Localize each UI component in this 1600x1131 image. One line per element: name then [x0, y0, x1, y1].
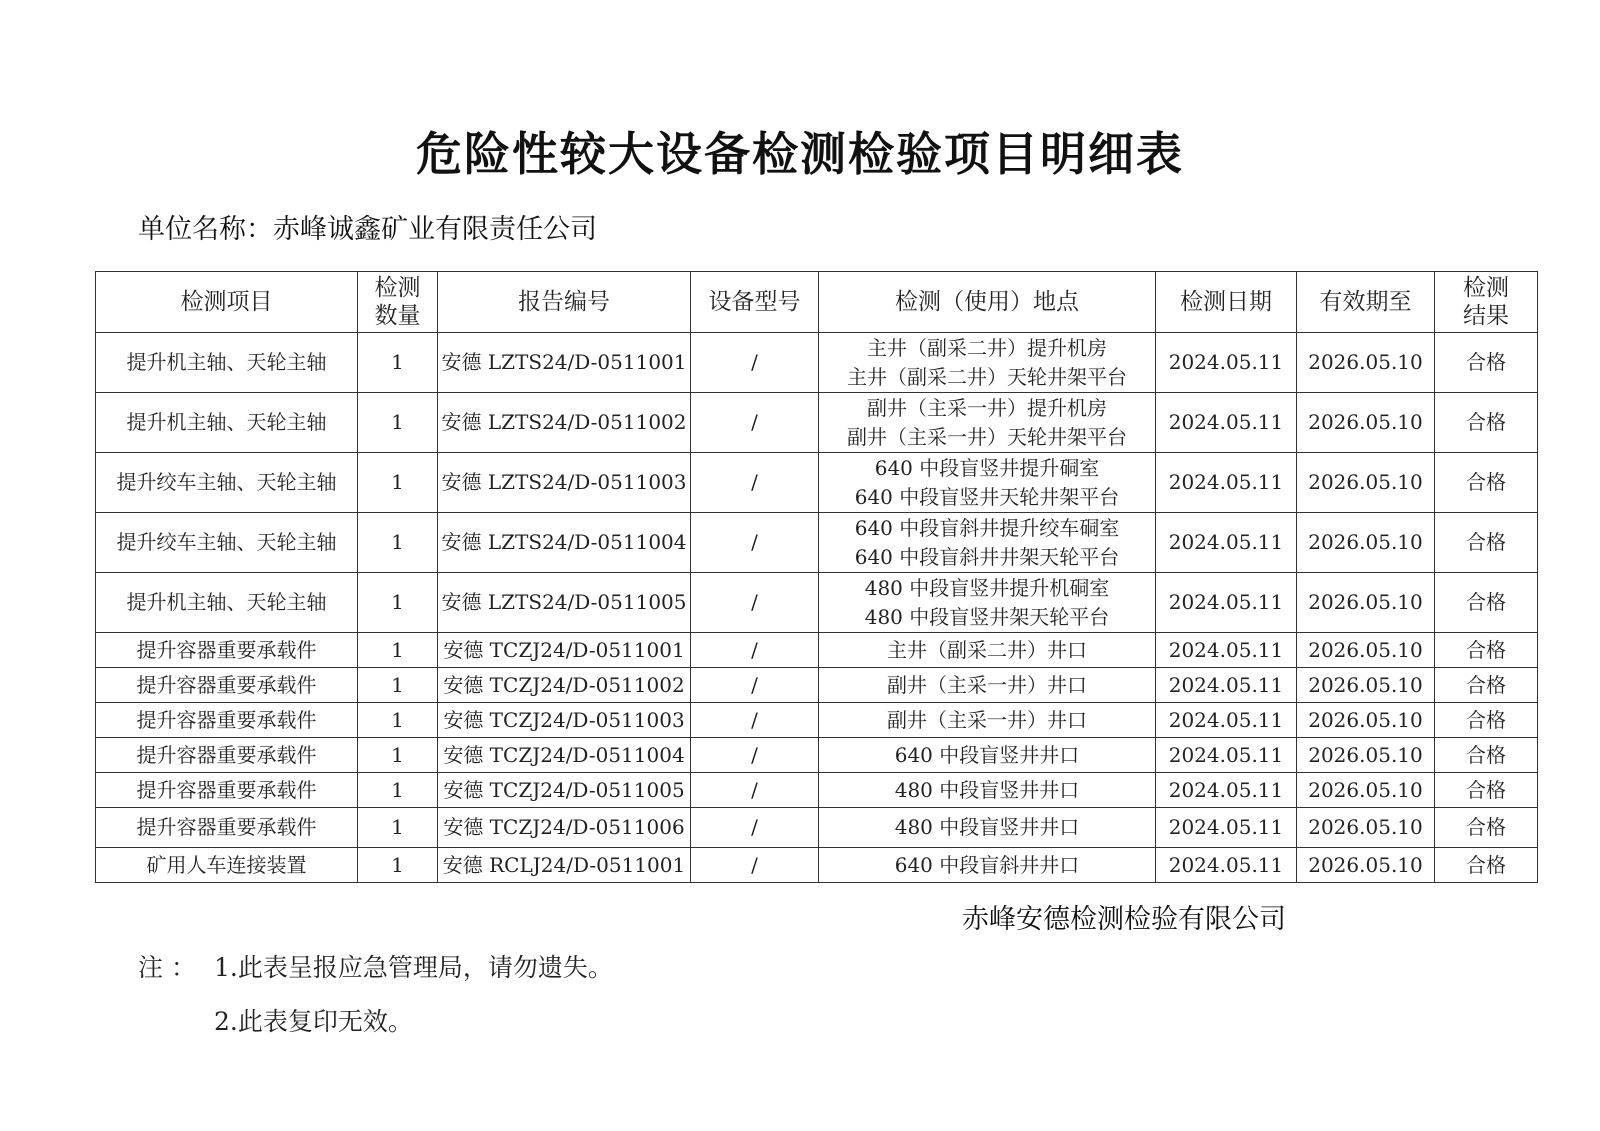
table-row: [96, 703, 1538, 738]
page-title: 危险性较大设备检测检验项目明细表: [416, 127, 1184, 181]
cell-result: 合格: [1435, 573, 1538, 633]
cell-valid-until: 2026.05.10: [1297, 393, 1435, 453]
cell-item: 矿用人车连接装置: [96, 848, 358, 883]
cell-model: /: [691, 513, 819, 573]
cell-item: 提升机主轴、天轮主轴: [96, 333, 358, 393]
cell-test-date: 2024.05.11: [1156, 633, 1297, 668]
cell-report-no: 安德 LZTS24/D-0511001: [438, 333, 691, 393]
cell-item: 提升绞车主轴、天轮主轴: [96, 513, 358, 573]
cell-report-no: 安德 LZTS24/D-0511002: [438, 393, 691, 453]
notes-label: 注 ：: [138, 953, 196, 982]
note-line-2: 2.此表复印无效。: [214, 1007, 413, 1036]
cell-report-no: 安德 TCZJ24/D-0511002: [438, 668, 691, 703]
table-row: [96, 808, 1538, 848]
cell-valid-until: 2026.05.10: [1297, 573, 1435, 633]
location-line-1: 640 中段盲竖井提升硐室: [874, 455, 1100, 480]
cell-valid-until: 2026.05.10: [1297, 633, 1435, 668]
location-line-1: 480 中段盲竖井井口: [894, 815, 1080, 839]
header-cell: 检测项目: [96, 272, 358, 333]
cell-valid-until: 2026.05.10: [1297, 513, 1435, 573]
cell-quantity: 1: [358, 773, 438, 808]
cell-model: /: [691, 633, 819, 668]
cell-quantity: 1: [358, 848, 438, 883]
cell-result: 合格: [1435, 668, 1538, 703]
cell-location: [819, 633, 1156, 668]
cell-result: 合格: [1435, 633, 1538, 668]
cell-location: [819, 573, 1156, 633]
cell-test-date: 2024.05.11: [1156, 668, 1297, 703]
cell-model: /: [691, 333, 819, 393]
cell-test-date: 2024.05.11: [1156, 848, 1297, 883]
cell-report-no: 安德 LZTS24/D-0511005: [438, 573, 691, 633]
table-row: [96, 513, 1538, 573]
cell-valid-until: 2026.05.10: [1297, 848, 1435, 883]
cell-location: [819, 668, 1156, 703]
cell-location: [819, 513, 1156, 573]
cell-test-date: 2024.05.11: [1156, 703, 1297, 738]
cell-quantity: 1: [358, 808, 438, 848]
location-line-1: 480 中段盲竖井提升机硐室: [864, 575, 1110, 600]
cell-result: 合格: [1435, 773, 1538, 808]
cell-location: [819, 773, 1156, 808]
location-line-2: 副井（主采一井）天轮井架平台: [847, 424, 1127, 449]
table-row: [96, 393, 1538, 453]
cell-test-date: 2024.05.11: [1156, 333, 1297, 393]
cell-report-no: 安德 TCZJ24/D-0511001: [438, 633, 691, 668]
cell-valid-until: 2026.05.10: [1297, 773, 1435, 808]
cell-item: 提升容器重要承载件: [96, 738, 358, 773]
cell-location: [819, 393, 1156, 453]
cell-valid-until: 2026.05.10: [1297, 703, 1435, 738]
location-line-1: 640 中段盲斜井井口: [894, 852, 1080, 877]
unit-name-line: 单位名称：赤峰诚鑫矿业有限责任公司: [138, 214, 597, 245]
note-line-1: 1.此表呈报应急管理局，请勿遗失。: [214, 953, 613, 982]
cell-report-no: 安德 TCZJ24/D-0511004: [438, 738, 691, 773]
cell-location: [819, 848, 1156, 883]
table-row: [96, 773, 1538, 808]
location-line-1: 副井（主采一井）井口: [887, 707, 1087, 732]
cell-report-no: 安德 TCZJ24/D-0511003: [438, 703, 691, 738]
cell-valid-until: 2026.05.10: [1297, 668, 1435, 703]
cell-valid-until: 2026.05.10: [1297, 453, 1435, 513]
cell-model: /: [691, 453, 819, 513]
table-row: [96, 668, 1538, 703]
cell-result: 合格: [1435, 453, 1538, 513]
header-cell: 检测（使用）地点: [819, 272, 1156, 333]
header-cell: 设备型号: [691, 272, 819, 333]
location-line-2: 640 中段盲斜井井架天轮平台: [854, 544, 1120, 569]
cell-item: 提升容器重要承载件: [96, 773, 358, 808]
cell-quantity: 1: [358, 633, 438, 668]
cell-item: 提升容器重要承载件: [96, 703, 358, 738]
table-header-row: [96, 272, 1538, 333]
cell-location: [819, 738, 1156, 773]
cell-test-date: 2024.05.11: [1156, 513, 1297, 573]
cell-result: 合格: [1435, 393, 1538, 453]
cell-model: /: [691, 393, 819, 453]
cell-report-no: 安德 LZTS24/D-0511004: [438, 513, 691, 573]
cell-quantity: 1: [358, 668, 438, 703]
cell-item: 提升机主轴、天轮主轴: [96, 393, 358, 453]
location-line-1: 主井（副采二井）提升机房: [867, 335, 1107, 360]
cell-valid-until: 2026.05.10: [1297, 333, 1435, 393]
cell-quantity: 1: [358, 703, 438, 738]
cell-report-no: 安德 RCLJ24/D-0511001: [438, 848, 691, 883]
table-row: [96, 573, 1538, 633]
cell-item: 提升容器重要承载件: [96, 633, 358, 668]
table-row: [96, 333, 1538, 393]
cell-valid-until: 2026.05.10: [1297, 808, 1435, 848]
cell-item: 提升机主轴、天轮主轴: [96, 573, 358, 633]
inspection-table: [95, 271, 1538, 883]
header-cell: 检测日期: [1156, 272, 1297, 333]
cell-report-no: 安德 TCZJ24/D-0511006: [438, 808, 691, 848]
cell-location: [819, 703, 1156, 738]
location-line-1: 副井（主采一井）井口: [887, 672, 1087, 697]
cell-result: 合格: [1435, 848, 1538, 883]
cell-quantity: 1: [358, 453, 438, 513]
cell-result: 合格: [1435, 808, 1538, 848]
cell-quantity: 1: [358, 573, 438, 633]
cell-model: /: [691, 848, 819, 883]
cell-location: [819, 333, 1156, 393]
location-line-2: 640 中段盲竖井天轮井架平台: [854, 484, 1120, 509]
cell-test-date: 2024.05.11: [1156, 773, 1297, 808]
location-line-1: 640 中段盲斜井提升绞车硐室: [854, 515, 1120, 540]
cell-item: 提升容器重要承载件: [96, 668, 358, 703]
location-line-1: 480 中段盲竖井井口: [894, 777, 1080, 802]
cell-location: [819, 808, 1156, 848]
location-line-2: 主井（副采二井）天轮井架平台: [847, 364, 1127, 389]
table-row: [96, 848, 1538, 883]
cell-test-date: 2024.05.11: [1156, 573, 1297, 633]
cell-result: 合格: [1435, 738, 1538, 773]
cell-quantity: 1: [358, 393, 438, 453]
cell-result: 合格: [1435, 513, 1538, 573]
cell-item: 提升绞车主轴、天轮主轴: [96, 453, 358, 513]
cell-result: 合格: [1435, 703, 1538, 738]
location-line-1: 副井（主采一井）提升机房: [867, 395, 1107, 420]
location-line-1: 主井（副采二井）井口: [887, 637, 1087, 662]
header-cell: 报告编号: [438, 272, 691, 333]
header-cell: 检测 数量: [358, 272, 438, 333]
header-cell: 检测 结果: [1435, 272, 1538, 333]
table-row: [96, 453, 1538, 513]
cell-quantity: 1: [358, 513, 438, 573]
cell-model: /: [691, 668, 819, 703]
cell-report-no: 安德 LZTS24/D-0511003: [438, 453, 691, 513]
cell-item: 提升容器重要承载件: [96, 808, 358, 848]
cell-model: /: [691, 703, 819, 738]
table-row: [96, 633, 1538, 668]
cell-test-date: 2024.05.11: [1156, 453, 1297, 513]
cell-test-date: 2024.05.11: [1156, 393, 1297, 453]
location-line-1: 640 中段盲竖井井口: [894, 742, 1080, 767]
header-cell: 有效期至: [1297, 272, 1435, 333]
location-line-2: 480 中段盲竖井架天轮平台: [864, 604, 1110, 629]
cell-model: /: [691, 773, 819, 808]
cell-quantity: 1: [358, 333, 438, 393]
cell-model: /: [691, 808, 819, 848]
cell-test-date: 2024.05.11: [1156, 808, 1297, 848]
cell-test-date: 2024.05.11: [1156, 738, 1297, 773]
cell-valid-until: 2026.05.10: [1297, 738, 1435, 773]
cell-model: /: [691, 738, 819, 773]
cell-quantity: 1: [358, 738, 438, 773]
cell-model: /: [691, 573, 819, 633]
issuing-company: 赤峰安德检测检验有限公司: [962, 904, 1286, 935]
cell-report-no: 安德 TCZJ24/D-0511005: [438, 773, 691, 808]
cell-location: [819, 453, 1156, 513]
cell-result: 合格: [1435, 333, 1538, 393]
table-row: [96, 738, 1538, 773]
